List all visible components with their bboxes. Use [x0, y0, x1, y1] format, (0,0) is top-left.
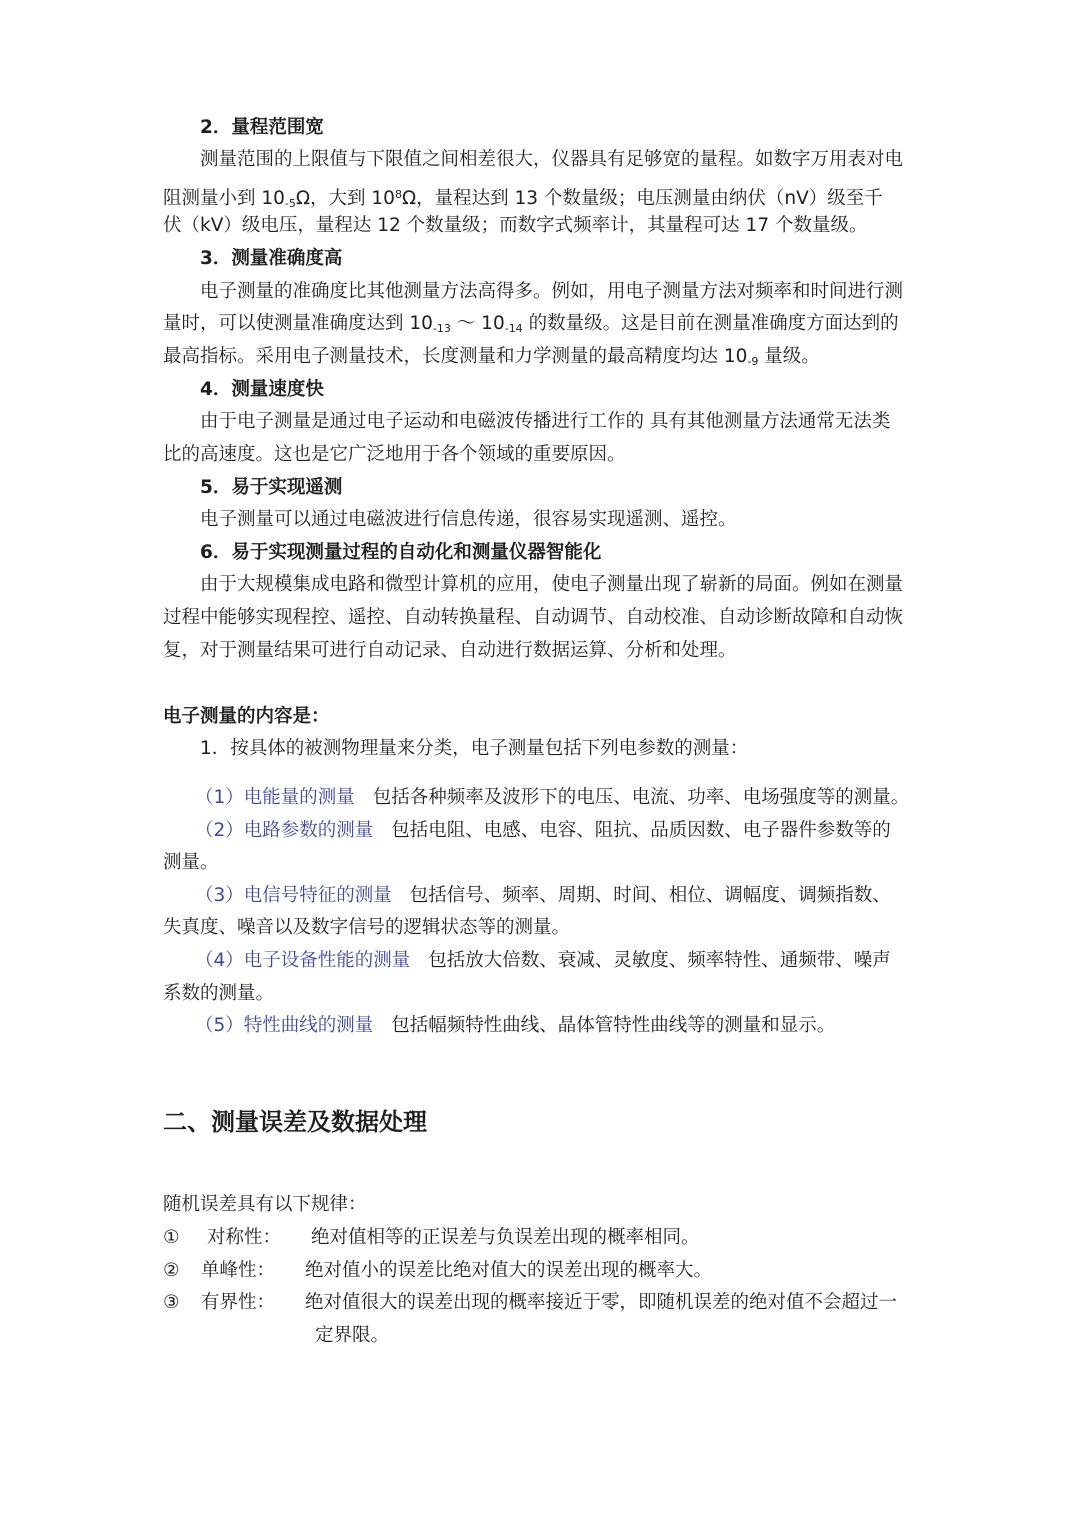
- item-4-heading: 4．测量速度快: [200, 379, 324, 400]
- item-2-line-2: 阻测量小到 $10_{-5}\Omega$，大到 $10^8\Omega$，量程达到 13 个数量级；电压测量由纳伏（nV）级至千: [163, 188, 883, 210]
- item-6-line-2: 过程中能够实现程控、遥控、自动转换量程、自动调节、自动校准、自动诊断故障和自动恢: [163, 607, 904, 628]
- rule-3: [163, 1290, 897, 1316]
- content-item-2: （2）电路参数的测量 包括电阻、电感、电容、阻抗、品质因数、电子器件参数等的: [195, 820, 891, 841]
- content-heading: 电子测量的内容是：: [163, 706, 330, 727]
- content-item-3: （3）电信号特征的测量 包括信号、频率、周期、时间、相位、调幅度、调频指数、: [195, 885, 891, 906]
- item-2-line-1: 测量范围的上限值与下限值之间相差很大，仪器具有足够宽的量程。如数字万用表对电: [200, 149, 904, 170]
- item-2-line-3: 伏（kV）级电压，量程达 12 个数量级；而数字式频率计，其量程可达 17 个数量级。: [163, 215, 868, 236]
- rule-3-label: 有界性：: [201, 1292, 276, 1313]
- rule-1-label: 对称性：: [207, 1227, 282, 1248]
- content-item-4-label: （4）电子设备性能的测量: [195, 950, 411, 971]
- rule-3-cont: 定界限。: [315, 1325, 390, 1346]
- rule-2-label: 单峰性：: [201, 1260, 276, 1281]
- content-intro: 1．按具体的被测物理量来分类，电子测量包括下列电参数的测量：: [200, 738, 749, 759]
- item-6-heading: 6．易于实现测量过程的自动化和测量仪器智能化: [200, 542, 602, 563]
- item-4-line-2: 比的高速度。这也是它广泛地用于各个领域的重要原因。: [163, 444, 626, 465]
- content-item-1: （1）电能量的测量 包括各种频率及波形下的电压、电流、功率、电场强度等的测量。: [195, 787, 910, 808]
- rule-2: [163, 1258, 712, 1284]
- content-item-1-label: （1）电能量的测量: [195, 787, 355, 808]
- content-item-2-cont: 测量。: [163, 852, 219, 873]
- item-6-line-3: 复，对于测量结果可进行自动记录、自动进行数据运算、分析和处理。: [163, 640, 737, 661]
- item-3-line-3: 最高指标。采用电子测量技术，长度测量和力学测量的最高精度均达 $10_{-9}$ 量级。: [163, 346, 820, 368]
- rule-1-text: 绝对值相等的正误差与负误差出现的概率相同。: [311, 1227, 700, 1248]
- content-item-4: （4）电子设备性能的测量 包括放大倍数、衰减、灵敏度、频率特性、通频带、噪声: [195, 950, 891, 971]
- item-4-line-1: 由于电子测量是通过电子运动和电磁波传播进行工作的 具有其他测量方法通常无法类: [200, 411, 891, 432]
- rule-2-text: 绝对值小的误差比绝对值大的误差出现的概率大。: [305, 1260, 713, 1281]
- content-item-2-label: （2）电路参数的测量: [195, 820, 374, 841]
- content-item-3-cont: 失真度、噪音以及数字信号的逻辑状态等的测量。: [163, 917, 571, 938]
- content-item-4-cont: 系数的测量。: [163, 983, 275, 1004]
- random-error-intro: 随机误差具有以下规律：: [163, 1194, 367, 1215]
- rule-1-number: ①: [163, 1227, 180, 1248]
- rule-3-text: 绝对值很大的误差出现的概率接近于零，即随机误差的绝对值不会超过一: [305, 1292, 898, 1313]
- content-item-5: （5）特性曲线的测量 包括幅频特性曲线、晶体管特性曲线等的测量和显示。: [195, 1015, 836, 1036]
- item-6-line-1: 由于大规模集成电路和微型计算机的应用，使电子测量出现了崭新的局面。例如在测量: [200, 574, 904, 595]
- content-item-3-label: （3）电信号特征的测量: [195, 885, 392, 906]
- section-2-title: 二、测量误差及数据处理: [163, 1108, 427, 1136]
- item-5-line-1: 电子测量可以通过电磁波进行信息传递，很容易实现遥测、遥控。: [200, 509, 737, 530]
- rule-1: [163, 1225, 700, 1251]
- item-3-heading: 3．测量准确度高: [200, 248, 343, 269]
- item-5-heading: 5．易于实现遥测: [200, 477, 343, 498]
- item-3-line-2: 量时，可以使测量准确度达到 $10_{-13}$ ～ $10_{-14}$ 的数量级。这是目前在测量准确度方面达到的: [163, 313, 899, 335]
- content-item-5-label: （5）特性曲线的测量: [195, 1015, 374, 1036]
- rule-2-number: ②: [163, 1260, 180, 1281]
- rule-3-number: ③: [163, 1292, 180, 1313]
- item-2-heading: 2．量程范围宽: [200, 117, 324, 138]
- item-3-line-1: 电子测量的准确度比其他测量方法高得多。例如，用电子测量方法对频率和时间进行测: [200, 281, 904, 302]
